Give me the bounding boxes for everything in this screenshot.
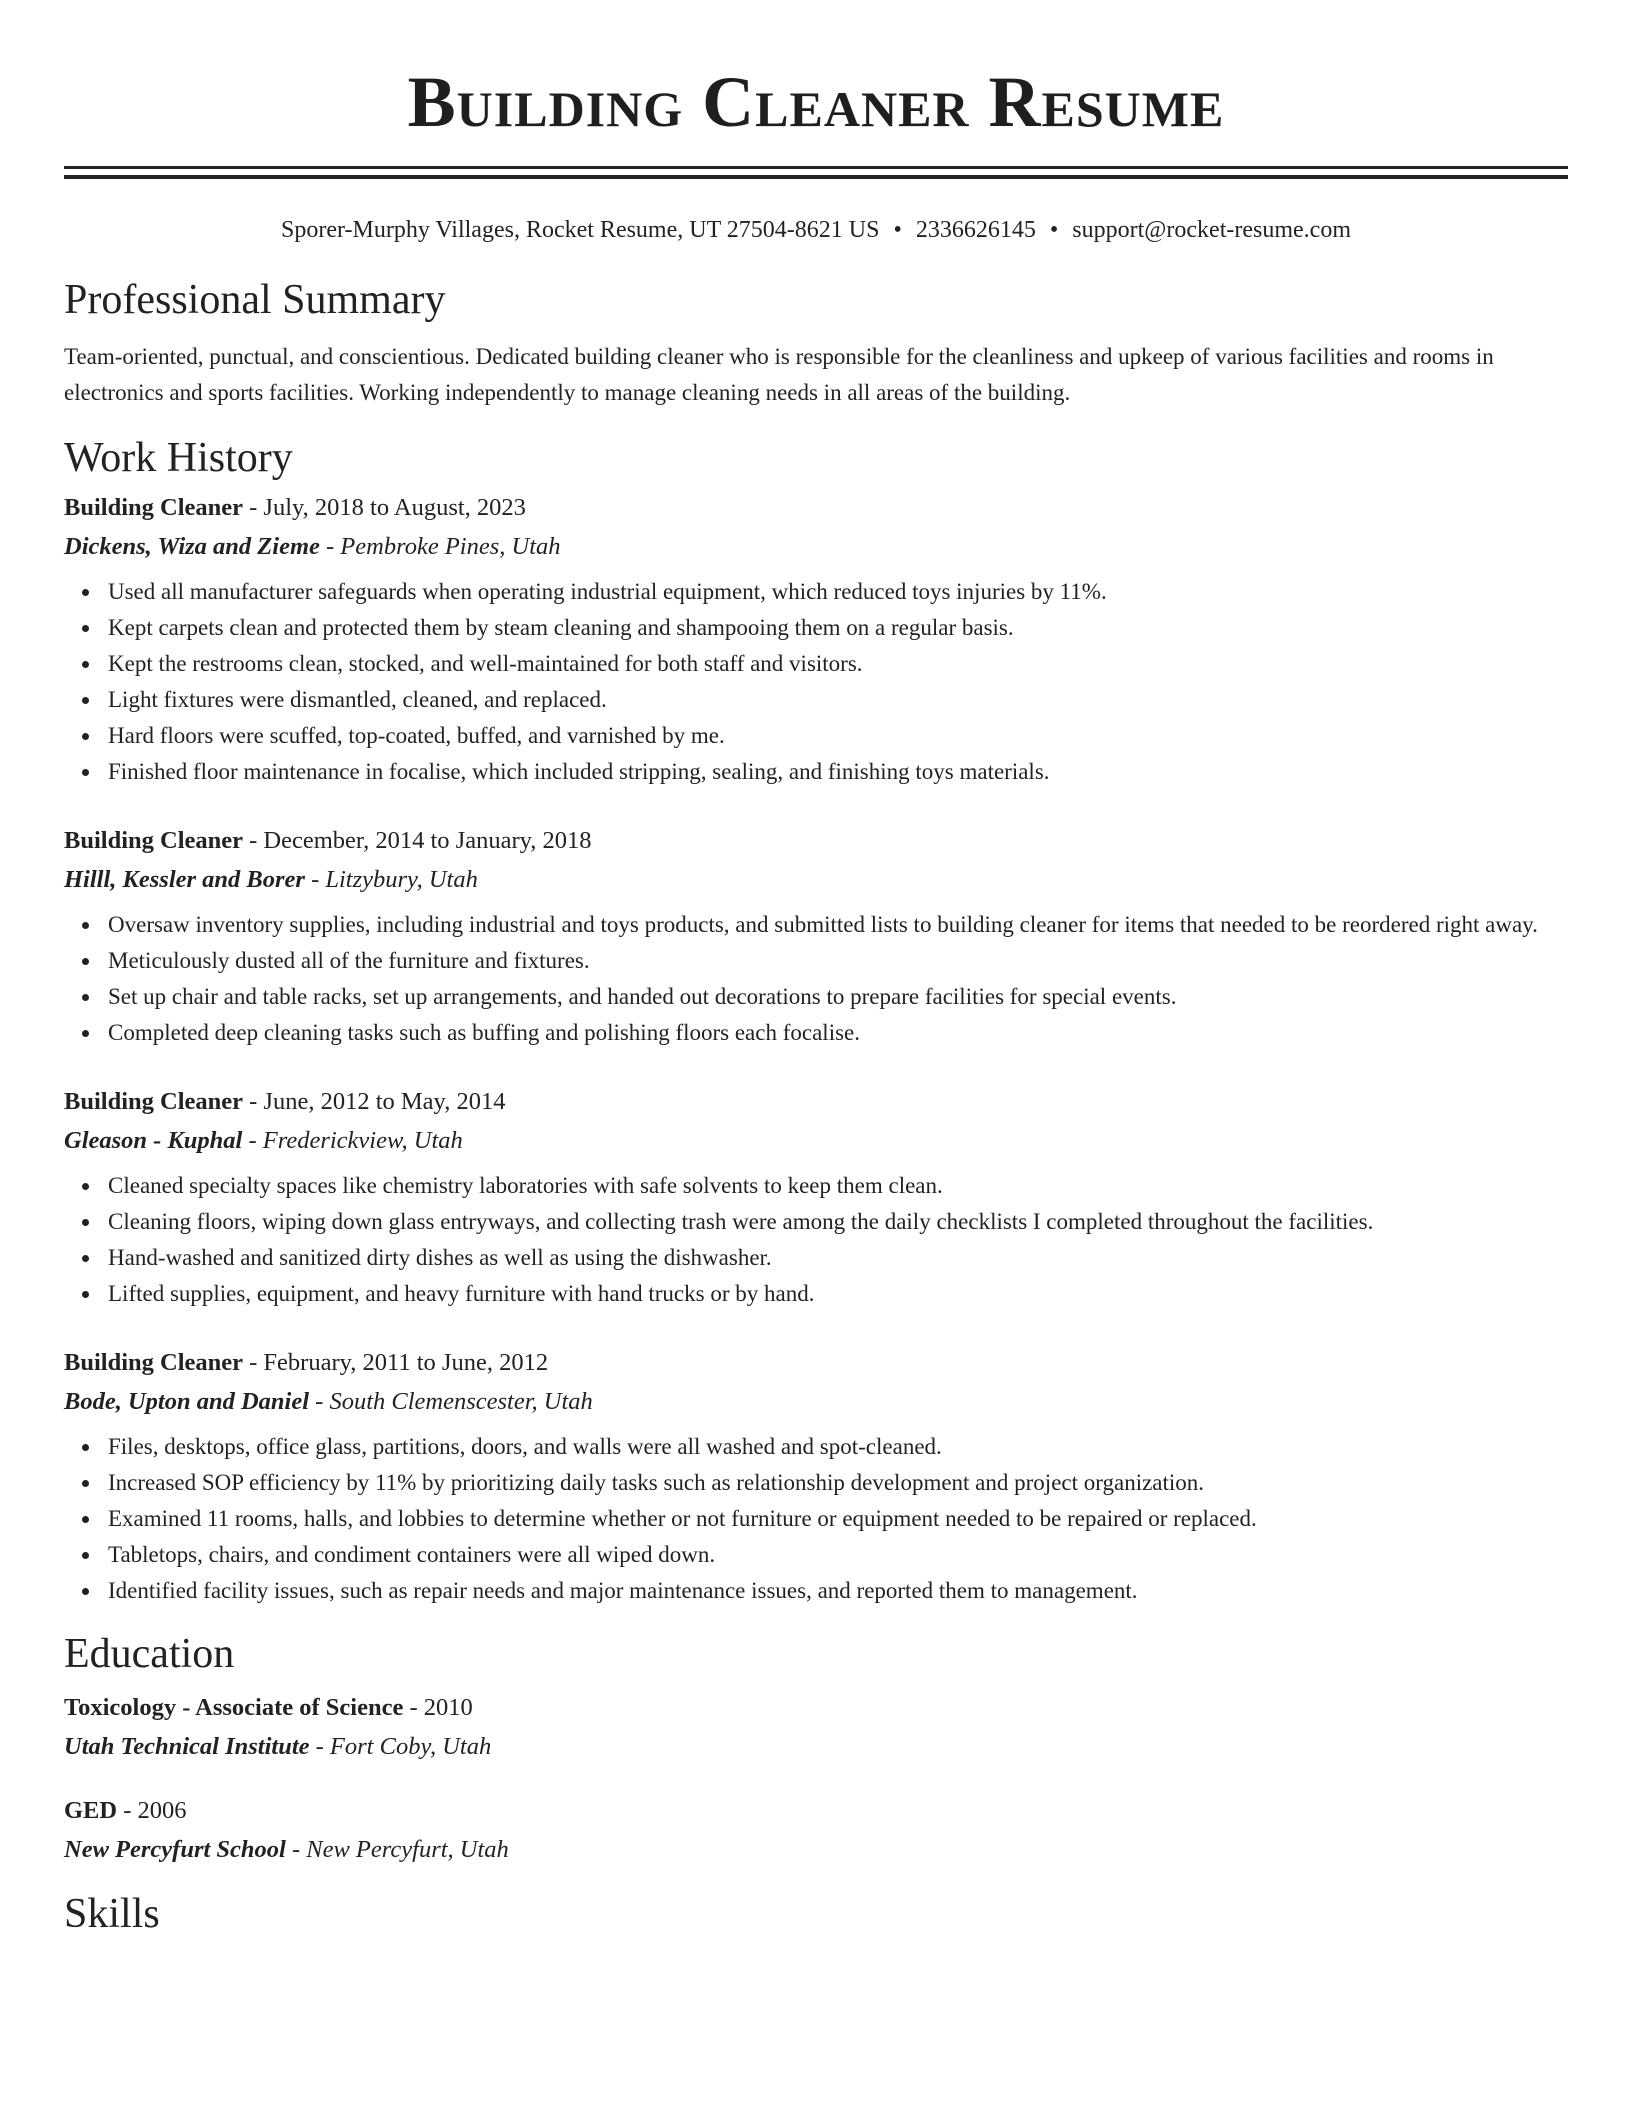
- job-entry: [64, 1085, 1568, 1312]
- contact-line: [64, 215, 1568, 245]
- job-title-line: [64, 824, 1568, 858]
- contact-separator: •: [893, 217, 902, 243]
- job-company: Bode, Upton and Daniel: [64, 1388, 310, 1415]
- job-bullets: [64, 1429, 1568, 1609]
- contact-email[interactable]: support@rocket-resume.com: [1072, 217, 1351, 243]
- contact-address: Sporer-Murphy Villages, Rocket Resume, UT 27504-8621 US: [281, 217, 880, 243]
- summary-heading: Professional Summary: [64, 277, 446, 323]
- job-title-line: [64, 1085, 1568, 1119]
- job-bullet: Cleaned specialty spaces like chemistry laboratories with safe solvents to keep them clean.: [108, 1168, 1568, 1204]
- resume-page: [64, 0, 1568, 1939]
- job-bullet: Hand-washed and sanitized dirty dishes as well as using the dishwasher.: [108, 1240, 1568, 1276]
- job-company-line: [64, 530, 1568, 564]
- work-history-list: [64, 491, 1568, 1609]
- job-bullet: Increased SOP efficiency by 11% by prioritizing daily tasks such as relationship development and project organization.: [108, 1465, 1568, 1501]
- job-entry: [64, 824, 1568, 1051]
- job-location: - Frederickview, Utah: [242, 1127, 463, 1154]
- education-school: Utah Technical Institute: [64, 1733, 310, 1760]
- job-bullets: [64, 574, 1568, 790]
- job-title: Building Cleaner: [64, 827, 244, 854]
- education-school-line: [64, 1730, 1568, 1764]
- education-school-line: [64, 1833, 1568, 1867]
- job-bullet: Oversaw inventory supplies, including industrial and toys products, and submitted lists to building cleaner for items that needed to be reordered right away.: [108, 907, 1568, 943]
- job-bullet: Set up chair and table racks, set up arrangements, and handed out decorations to prepare facilities for special events.: [108, 979, 1568, 1015]
- job-bullet: Kept the restrooms clean, stocked, and well-maintained for both staff and visitors.: [108, 646, 1568, 682]
- education-degree: GED: [64, 1797, 118, 1824]
- job-bullets: [64, 1168, 1568, 1312]
- job-dates: - July, 2018 to August, 2023: [243, 494, 526, 521]
- job-bullets: [64, 907, 1568, 1051]
- skills-heading: Skills: [64, 1891, 160, 1937]
- education-degree-line: [64, 1691, 1568, 1725]
- work-history-heading: Work History: [64, 435, 293, 481]
- job-entry: [64, 1346, 1568, 1609]
- education-entry: [64, 1691, 1568, 1764]
- job-title: Building Cleaner: [64, 1349, 244, 1376]
- job-company: Hilll, Kessler and Borer: [64, 866, 305, 893]
- job-bullet: Kept carpets clean and protected them by steam cleaning and shampooing them on a regular basis.: [108, 610, 1568, 646]
- education-school: New Percyfurt School: [64, 1836, 286, 1863]
- education-degree: Toxicology - Associate of Science: [64, 1694, 404, 1721]
- job-company-line: [64, 863, 1568, 897]
- job-title-line: [64, 1346, 1568, 1380]
- job-bullet: Meticulously dusted all of the furniture and fixtures.: [108, 943, 1568, 979]
- education-location: - Fort Coby, Utah: [309, 1733, 492, 1760]
- resume-title: Building Cleaner Resume: [407, 62, 1225, 142]
- job-location: - South Clemenscester, Utah: [309, 1388, 593, 1415]
- job-bullet: Light fixtures were dismantled, cleaned, and replaced.: [108, 682, 1568, 718]
- job-bullet: Finished floor maintenance in focalise, which included stripping, sealing, and finishing toys materials.: [108, 754, 1568, 790]
- job-title: Building Cleaner: [64, 1088, 244, 1115]
- title-divider-bottom: [64, 175, 1568, 179]
- education-heading: Education: [64, 1631, 235, 1677]
- contact-separator: •: [1049, 217, 1059, 243]
- summary-text: Team-oriented, punctual, and conscientious. Dedicated building cleaner who is responsible for the cleanliness and upkeep of various facilities and rooms in electronics and sports facilities. Working independently to manage cleaning needs in all areas of the building.: [64, 344, 1494, 405]
- job-bullet: Files, desktops, office glass, partitions, doors, and walls were all washed and spot-cleaned.: [108, 1429, 1568, 1465]
- job-bullet: Completed deep cleaning tasks such as buffing and polishing floors each focalise.: [108, 1015, 1568, 1051]
- job-entry: [64, 491, 1568, 790]
- job-bullet: Lifted supplies, equipment, and heavy furniture with hand trucks or by hand.: [108, 1276, 1568, 1312]
- job-bullet: Hard floors were scuffed, top-coated, buffed, and varnished by me.: [108, 718, 1568, 754]
- job-bullet: Cleaning floors, wiping down glass entryways, and collecting trash were among the daily checklists I completed throughout the facilities.: [108, 1204, 1568, 1240]
- education-year: - 2010: [403, 1694, 473, 1721]
- job-company: Gleason - Kuphal: [64, 1127, 243, 1154]
- job-bullet: Examined 11 rooms, halls, and lobbies to determine whether or not furniture or equipment needed to be repaired or replaced.: [108, 1501, 1568, 1537]
- education-degree-line: [64, 1794, 1568, 1828]
- job-dates: - June, 2012 to May, 2014: [243, 1088, 506, 1115]
- job-dates: - December, 2014 to January, 2018: [243, 827, 592, 854]
- job-location: - Pembroke Pines, Utah: [319, 533, 561, 560]
- job-dates: - February, 2011 to June, 2012: [243, 1349, 549, 1376]
- job-bullet: Used all manufacturer safeguards when operating industrial equipment, which reduced toys injuries by 11%.: [108, 574, 1568, 610]
- job-bullet: Tabletops, chairs, and condiment containers were all wiped down.: [108, 1537, 1568, 1573]
- job-company-line: [64, 1385, 1568, 1419]
- job-company-line: [64, 1124, 1568, 1158]
- job-company: Dickens, Wiza and Zieme: [64, 533, 320, 560]
- title-divider-top: [64, 166, 1568, 169]
- education-list: [64, 1691, 1568, 1867]
- job-title: Building Cleaner: [64, 494, 244, 521]
- job-title-line: [64, 491, 1568, 525]
- education-location: - New Percyfurt, Utah: [285, 1836, 509, 1863]
- education-entry: [64, 1794, 1568, 1867]
- education-year: - 2006: [117, 1797, 187, 1824]
- job-bullet: Identified facility issues, such as repair needs and major maintenance issues, and reported them to management.: [108, 1573, 1568, 1609]
- contact-phone: 2336626145: [915, 217, 1036, 243]
- job-location: - Litzybury, Utah: [304, 866, 478, 893]
